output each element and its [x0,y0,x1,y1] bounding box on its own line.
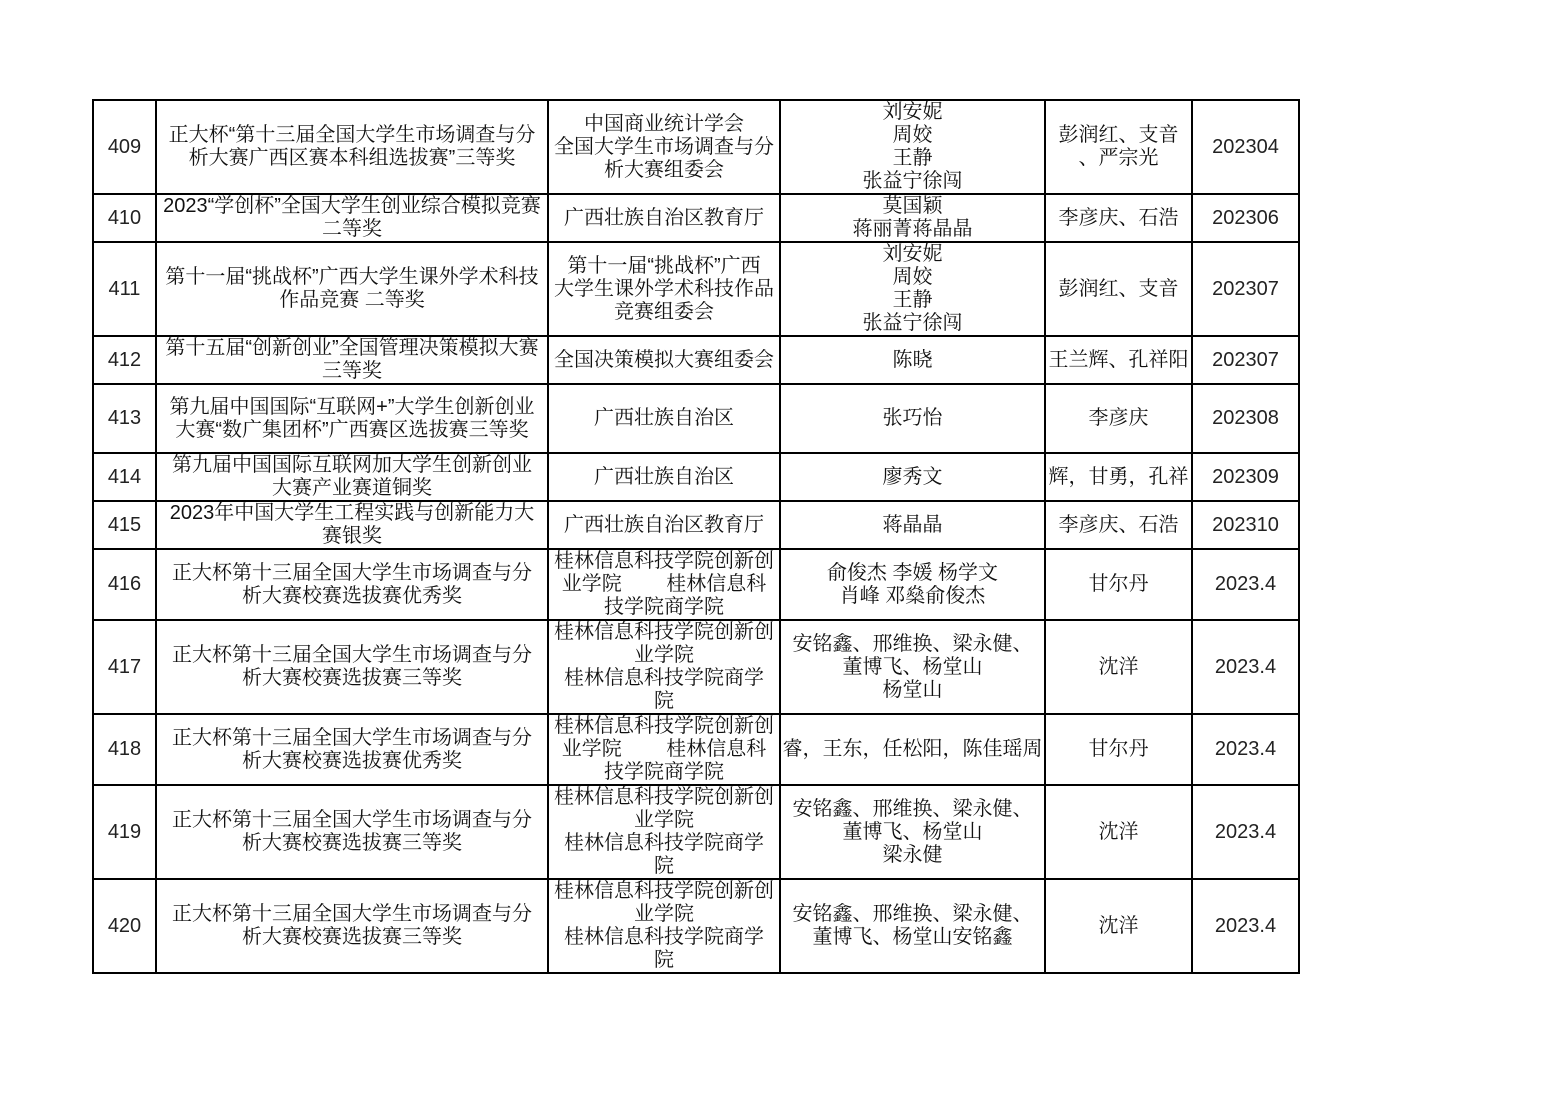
students-text: 周姣 [892,124,933,146]
award-name-text: 作品竞赛 二等奖 [279,289,425,311]
organizer-text: 大学生课外学术科技作品 [554,277,774,300]
students-text: 梁永健 [882,843,943,866]
advisors-text: 王兰辉、孔祥阳 [1048,348,1189,371]
row-number-cell [93,714,156,785]
advisors-cell [1045,336,1192,384]
organizer-text: 桂林信息科技学院商学 [564,832,764,854]
award-name-text: 正大杯第十三届全国大学生市场调查与分 [172,561,532,584]
award-name-text: 二等奖 [322,218,382,240]
students-cell [780,384,1045,453]
award-name-text: 正大杯“第十三届全国大学生市场调查与分 [168,124,536,146]
advisors-text: 彭润红、支音 [1058,124,1179,146]
organizer-text: 中国商业统计学会 [584,112,744,135]
award-date-cell [1192,336,1299,384]
students-cell [780,100,1045,194]
students-text: 蒋丽菁蒋晶晶 [852,218,973,240]
students-text: 安铭鑫、邢维换、梁永健、 [792,632,1033,655]
organizer-text: 竞赛组委会 [614,300,714,323]
advisors-text: 、严宗光 [1078,147,1159,169]
organizer-text: 业学院 桂林信息科 [561,573,767,595]
students-text: 陈晓 [892,348,933,371]
organizer-text: 桂林信息科技学院商学 [564,667,764,689]
organizer-cell [548,336,780,384]
students-cell [780,714,1045,785]
award-name-text: 2023“学创杯”全国大学生创业综合模拟竞赛 [163,195,541,217]
award-name-text: 析大赛校赛选拔赛三等奖 [242,832,462,854]
award-date-cell [1192,549,1299,620]
students-text: 刘安妮 [882,101,943,123]
award-name-text: 正大杯第十三届全国大学生市场调查与分 [172,644,532,666]
award-date-text: 202307 [1212,277,1279,300]
award-date-cell [1192,384,1299,453]
students-text: 刘安妮 [882,243,943,265]
students-cell [780,453,1045,501]
table-row [93,336,1299,384]
students-cell [780,549,1045,620]
advisors-text: 李彦庆 [1088,407,1149,429]
award-date-cell [1192,714,1299,785]
row-number-cell [93,620,156,714]
students-text: 杨堂山 [882,678,943,701]
award-date-cell [1192,242,1299,336]
organizer-text: 桂林信息科技学院创新创 [554,786,774,808]
students-text: 莫国颖 [882,195,943,217]
award-name-text: 第十一届“挑战杯”广西大学生课外学术科技 [165,266,539,288]
row-number-text: 410 [107,206,142,229]
students-cell [780,879,1045,973]
organizer-cell [548,453,780,501]
students-text: 俞俊杰 李媛 杨学文 [826,561,999,584]
award-name-cell [156,879,548,973]
students-cell [780,620,1045,714]
organizer-text: 桂林信息科技学院商学 [564,926,764,948]
organizer-cell [548,785,780,879]
row-number-cell [93,549,156,620]
advisors-cell [1045,501,1192,549]
row-number-text: 419 [107,820,142,843]
organizer-text: 广西壮族自治区教育厅 [564,513,764,536]
organizer-cell [548,384,780,453]
organizer-text: 桂林信息科技学院创新创 [554,621,774,643]
award-date-text: 2023.4 [1214,573,1277,595]
advisors-text: 李彦庆、石浩 [1058,513,1179,536]
award-name-cell [156,384,548,453]
students-cell [780,785,1045,879]
students-cell [780,336,1045,384]
advisors-cell [1045,785,1192,879]
row-number-text: 418 [107,738,142,760]
advisors-cell [1045,453,1192,501]
advisors-cell [1045,549,1192,620]
students-text: 张益宁徐闯 [862,312,963,334]
students-text: 安铭鑫、邢维换、梁永健、 [792,903,1033,925]
organizer-text: 技学院商学院 [604,596,724,618]
organizer-cell [548,620,780,714]
advisors-text: 沈洋 [1098,914,1139,937]
students-text: 王静 [892,147,933,169]
row-number-text: 415 [107,513,142,536]
award-date-cell [1192,501,1299,549]
organizer-text: 广西壮族自治区 [594,407,734,429]
row-number-cell [93,100,156,194]
organizer-text: 业学院 [634,903,694,925]
row-number-cell [93,501,156,549]
organizer-cell [548,242,780,336]
award-date-text: 202307 [1212,348,1279,371]
advisors-text: 沈洋 [1098,820,1139,843]
table-row [93,100,1299,194]
advisors-text: 甘尔丹 [1088,738,1149,760]
table-row [93,620,1299,714]
students-cell [780,194,1045,242]
students-text: 安铭鑫、邢维换、梁永健、 [792,797,1033,820]
award-name-text: 正大杯第十三届全国大学生市场调查与分 [172,726,532,749]
award-table-body [93,100,1299,973]
organizer-cell [548,879,780,973]
organizer-text: 全国大学生市场调查与分 [554,135,774,158]
award-date-cell [1192,453,1299,501]
award-date-text: 202304 [1212,135,1279,158]
row-number-cell [93,384,156,453]
award-name-cell [156,620,548,714]
award-name-text: 第九届中国国际“互联网+”大学生创新创业 [169,395,535,418]
organizer-text: 院 [654,690,674,712]
organizer-cell [548,714,780,785]
organizer-text: 全国决策模拟大赛组委会 [554,348,774,371]
award-name-text: 正大杯第十三届全国大学生市场调查与分 [172,809,532,831]
table-row [93,384,1299,453]
advisors-cell [1045,242,1192,336]
advisors-cell [1045,879,1192,973]
students-text: 蒋晶晶 [882,513,943,536]
organizer-cell [548,194,780,242]
organizer-text: 业学院 桂林信息科 [561,738,767,760]
table-row [93,242,1299,336]
award-name-cell [156,549,548,620]
table-row [93,453,1299,501]
row-number-text: 413 [107,407,142,429]
students-text: 董博飞、杨堂山 [842,820,983,843]
students-text: 张益宁徐闯 [862,170,963,192]
award-name-cell [156,714,548,785]
table-row [93,879,1299,973]
award-table [92,99,1300,974]
advisors-text: 沈洋 [1098,655,1139,678]
award-date-cell [1192,194,1299,242]
row-number-text: 416 [107,573,142,595]
award-name-cell [156,785,548,879]
award-date-text: 2023.4 [1214,655,1277,678]
award-date-cell [1192,620,1299,714]
table-row [93,785,1299,879]
students-text: 董博飞、杨堂山 [842,655,983,678]
table-row [93,501,1299,549]
award-name-cell [156,453,548,501]
organizer-text: 桂林信息科技学院创新创 [554,550,774,572]
organizer-text: 广西壮族自治区 [594,465,734,488]
organizer-text: 桂林信息科技学院创新创 [554,880,774,902]
row-number-text: 420 [107,914,142,937]
organizer-text: 院 [654,855,674,877]
students-text: 王静 [892,289,933,311]
award-name-text: 析大赛校赛选拔赛三等奖 [242,926,462,948]
award-date-text: 202308 [1212,407,1279,429]
students-text: 董博飞、杨堂山安铭鑫 [812,926,1013,948]
advisors-cell [1045,384,1192,453]
award-name-text: 大赛“数广集团杯”广西赛区选拔赛三等奖 [175,418,529,441]
students-cell [780,242,1045,336]
row-number-text: 414 [107,465,142,488]
award-name-text: 析大赛校赛选拔赛优秀奖 [242,749,462,772]
award-name-text: 第九届中国国际互联网加大学生创新创业 [172,454,532,476]
students-cell [780,501,1045,549]
students-text: 睿，王东，任松阳，陈佳瑶周 [782,738,1043,760]
row-number-cell [93,242,156,336]
award-date-text: 2023.4 [1214,738,1277,760]
award-name-cell [156,100,548,194]
organizer-text: 桂林信息科技学院创新创 [554,715,774,737]
advisors-cell [1045,194,1192,242]
advisors-text: 彭润红、支音 [1058,277,1179,300]
award-name-text: 正大杯第十三届全国大学生市场调查与分 [172,903,532,925]
award-date-text: 202306 [1212,206,1279,229]
award-date-cell [1192,785,1299,879]
organizer-text: 析大赛组委会 [604,158,724,181]
row-number-cell [93,879,156,973]
award-name-text: 三等奖 [322,360,382,382]
award-name-text: 析大赛广西区赛本科组选拔赛”三等奖 [188,147,516,169]
award-name-cell [156,501,548,549]
award-date-text: 202309 [1212,465,1279,488]
row-number-text: 417 [107,655,142,678]
advisors-cell [1045,714,1192,785]
award-name-cell [156,242,548,336]
award-date-cell [1192,879,1299,973]
table-row [93,714,1299,785]
award-name-text: 大赛产业赛道铜奖 [272,477,432,499]
table-row [93,194,1299,242]
award-name-text: 析大赛校赛选拔赛三等奖 [242,667,462,689]
row-number-text: 412 [107,348,142,371]
award-name-text: 第十五届“创新创业”全国管理决策模拟大赛 [165,337,539,359]
row-number-cell [93,785,156,879]
row-number-cell [93,194,156,242]
award-date-text: 2023.4 [1214,914,1277,937]
row-number-cell [93,453,156,501]
advisors-cell [1045,620,1192,714]
award-date-cell [1192,100,1299,194]
row-number-text: 411 [108,277,141,300]
organizer-text: 院 [654,949,674,971]
organizer-cell [548,549,780,620]
row-number-text: 409 [107,135,142,158]
award-name-cell [156,336,548,384]
students-text: 廖秀文 [882,465,943,488]
award-date-text: 2023.4 [1214,820,1277,843]
organizer-text: 业学院 [634,809,694,831]
award-name-text: 2023年中国大学生工程实践与创新能力大 [169,502,535,524]
advisors-text: 甘尔丹 [1088,573,1149,595]
award-name-text: 赛银奖 [322,525,382,547]
organizer-cell [548,100,780,194]
organizer-text: 技学院商学院 [604,761,724,783]
award-name-text: 析大赛校赛选拔赛优秀奖 [242,584,462,607]
organizer-text: 业学院 [634,644,694,666]
organizer-text: 广西壮族自治区教育厅 [564,206,764,229]
organizer-text: 第十一届“挑战杯”广西 [567,254,761,277]
award-name-cell [156,194,548,242]
table-row [93,549,1299,620]
row-number-cell [93,336,156,384]
advisors-text: 李彦庆、石浩 [1058,206,1179,229]
organizer-cell [548,501,780,549]
students-text: 肖峰 邓燊俞俊杰 [839,584,986,607]
advisors-cell [1045,100,1192,194]
students-text: 张巧怡 [882,407,943,429]
students-text: 周姣 [892,266,933,288]
award-date-text: 202310 [1212,513,1279,536]
advisors-text: 辉，甘勇，孔祥 [1048,465,1189,488]
